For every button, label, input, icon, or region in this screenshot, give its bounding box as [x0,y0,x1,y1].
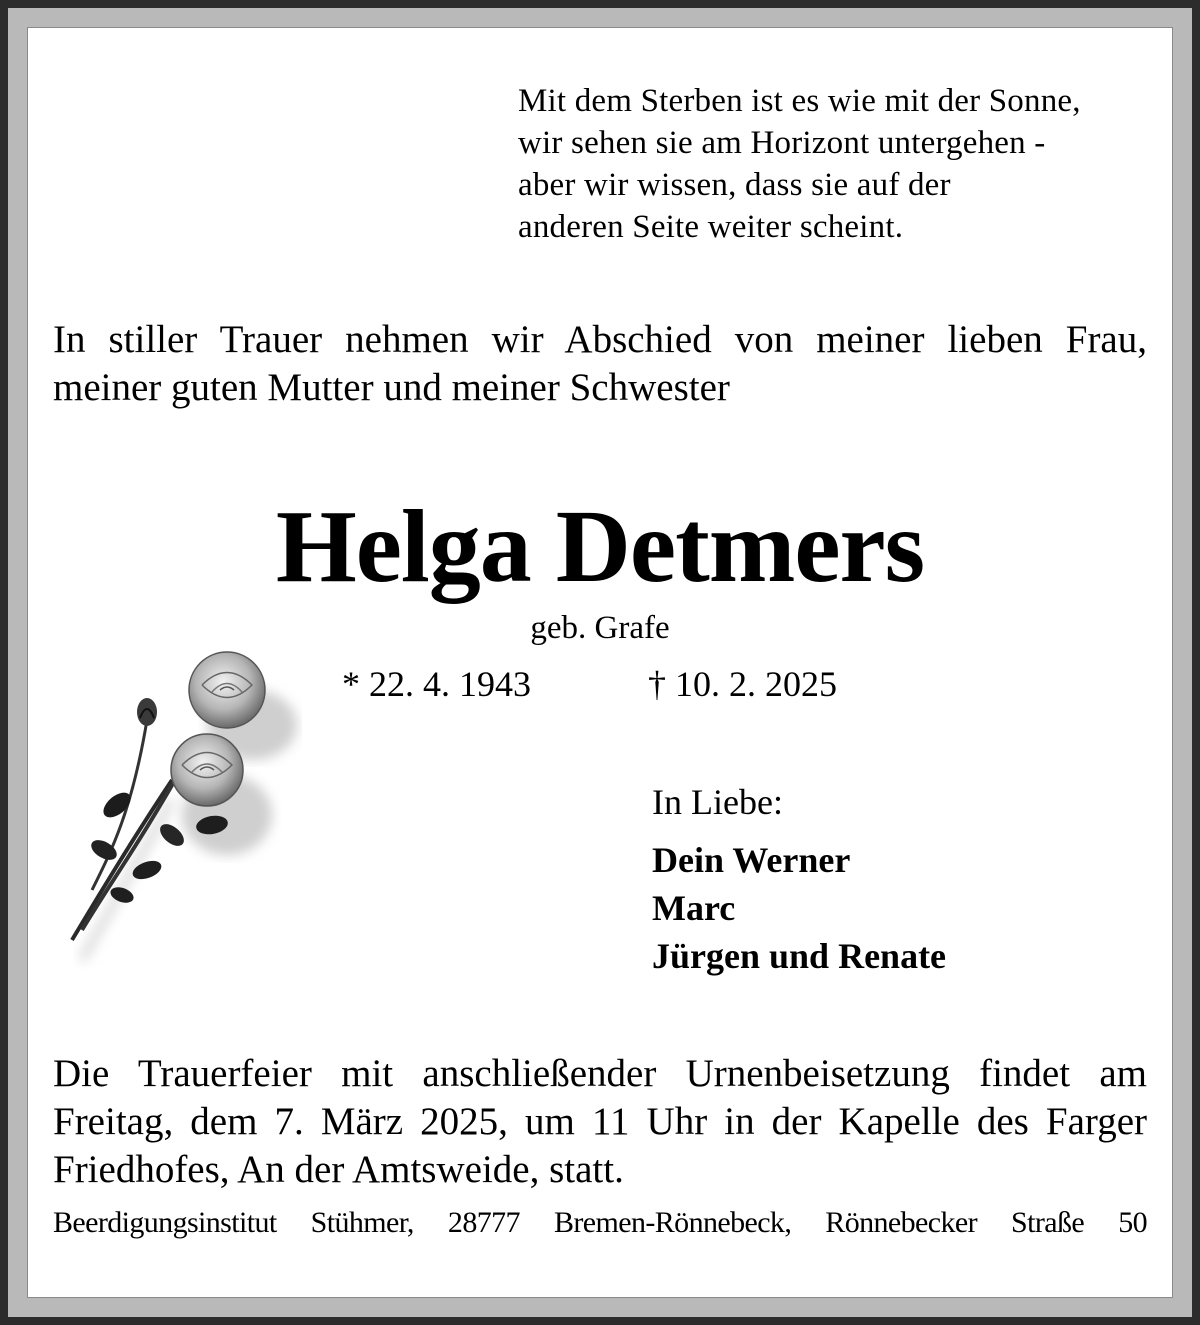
poem-line: Mit dem Sterben ist es wie mit der Sonne, [518,83,1081,119]
intro-line: In stiller Trauer nehmen wir Abschied von meiner lieben Frau, [53,318,1147,361]
notice-line: Freitag, dem 7. März 2025, um 11 Uhr in der Kapelle des Farger [53,1100,1147,1143]
roses-image [62,640,302,970]
mourners-list [652,836,946,980]
maiden-name: geb. Grafe [530,610,670,646]
notice-line: Die Trauerfeier mit anschließender Urnenbeisetzung findet am [53,1052,1147,1095]
notice-line: Friedhofes, An der Amtsweide, statt. [53,1148,624,1191]
birth-date: * 22. 4. 1943 [342,664,531,704]
poem-line: anderen Seite weiter scheint. [518,209,904,245]
poem-quote [518,80,1081,248]
intro-line: meiner guten Mutter und meiner Schwester [53,366,730,409]
funeral-home-line: Beerdigungsinstitut Stühmer, 28777 Bremen-Rönnebeck, Rönnebecker Straße 50 [53,1206,1147,1239]
deceased-name: Helga Detmers [275,489,925,604]
mourner-name: Marc [652,888,736,928]
mourner-name: Dein Werner [652,840,851,880]
poem-line: aber wir wissen, dass sie auf der [518,167,951,203]
mourner-name: Jürgen und Renate [652,936,947,976]
poem-line: wir sehen sie am Horizont untergehen - [518,125,1046,161]
intro-text [53,316,1147,412]
death-date: † 10. 2. 2025 [648,664,837,704]
service-notice [53,1050,1147,1194]
mourners-heading: In Liebe: [652,782,783,822]
roses-illustration [62,640,302,975]
